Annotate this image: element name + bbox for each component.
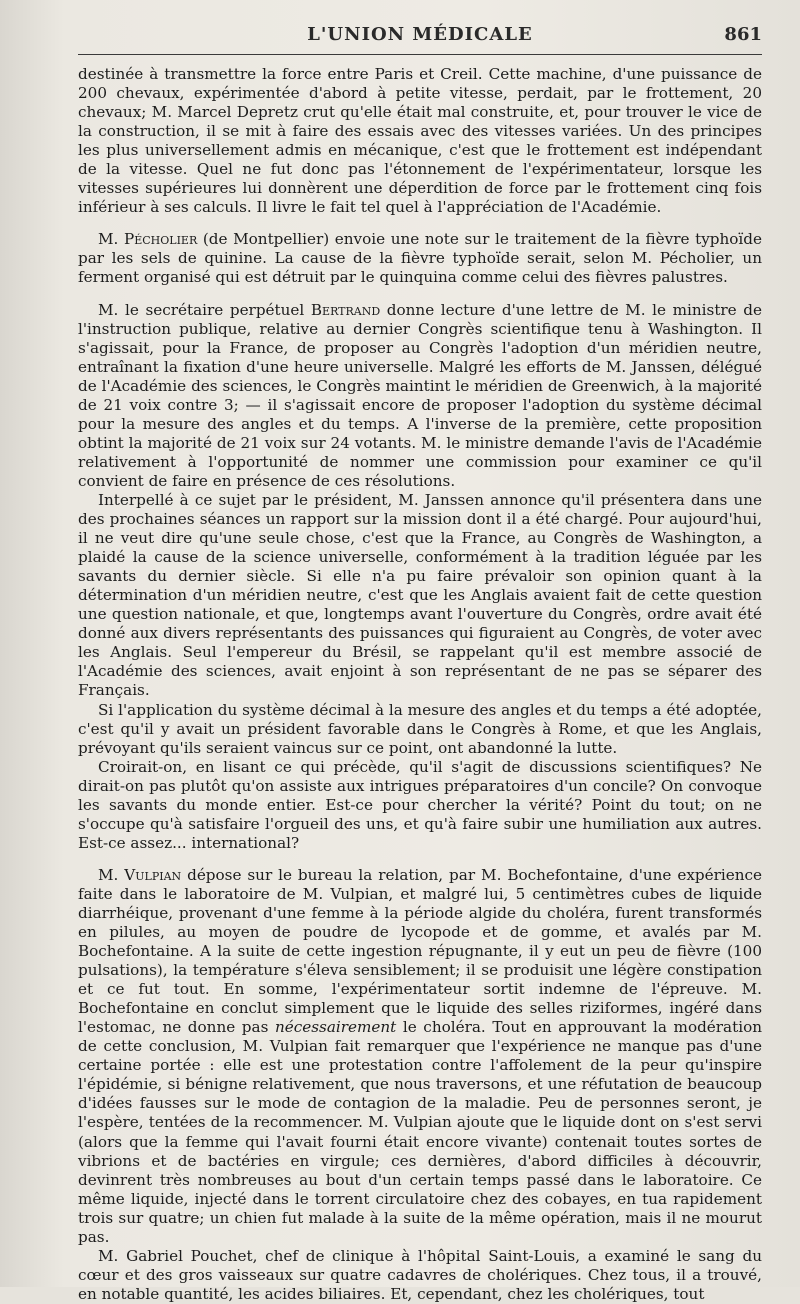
paragraph-text: (de Montpellier) envoie une note sur le traitement de la fièvre typhoïde par les sels de quinine. La cause de la fièvre typhoïde serait, selon M. Pécholier, un ferment organisé qui est détruit par le quinquina comme celui des fièvres palustres. [78,230,762,287]
paragraph-janssen: Interpellé à ce sujet par le président, M. Janssen annonce qu'il présentera dans une des prochaines séances un rapport sur la mission dont il a été chargé. Pour aujourd'hui, il ne veut dire qu'une seule chose, c'est que la France, au Congrès de Washington, a plaidé la cause de la science universelle, conformément à la tradition léguée par les savants du dernier siècle. Si elle n'a pu faire prévaloir son opinion quant à la détermination d'un méridien neutre, c'est que les Anglais avaient fait de cette question une question nationale, et que, longtemps avant l'ouverture du Congrès, ordre avait été donné aux divers représentants des puissances qui figuraient au Congrès, de voter avec les Anglais. Seul l'empereur du Brésil, se rappelant qu'il est membre associé de l'Académie des sciences, avait enjoint à son représentant de ne pas se séparer des Français. [78,490,762,700]
body-text [78,65,762,1304]
paragraph-commentary: Croirait-on, en lisant ce qui précède, qu'il s'agit de discussions scientifiques? Ne dirait-on pas plutôt qu'on assiste aux intrigues préparatoires d'un concile? On convoque les savants du monde entier. Est-ce pour chercher la vérité? Point du tout; on ne s'occupe qu'à satisfaire l'orgueil des uns, et qu'à faire subir une humiliation aux autres. Est-ce assez... international? [78,757,762,852]
paragraph-bertrand [78,301,762,491]
speaker-name: M. Pécholier [98,230,198,249]
page-number: 861 [724,24,762,45]
paragraph-pecholier [78,230,762,287]
paragraph-electric-machine: destinée à transmettre la force entre Paris et Creil. Cette machine, d'une puissance de 200 chevaux, expérimentée d'abord à petite vitesse, perdait, par le frottement, 20 chevaux; M. Marcel Depretz crut qu'elle était mal construite, et, pour trouver le vice de la construction, il se mit à faire des essais avec des vitesses variées. Un des principes les plus universellement admis en mécanique, c'est que le frottement est indépendant de la vitesse. Quel ne fut donc pas l'étonnement de l'expérimentateur, lorsque les vitesses supérieures lui donnèrent une déperdition de force par le frottement cinq fois inférieur à ses calculs. Il livre le fait tel quel à l'appréciation de l'Académie. [78,65,762,217]
paragraph-text: donne lecture d'une lettre de M. le ministre de l'instruction publique, relative au dernier Congrès scientifique tenu à Washington. Il s'agissait, pour la France, de proposer au Congrès l'adoption d'un méridien neutre, entraînant la fixation d'une heure universelle. Malgré les efforts de M. Janssen, délégué de l'Académie des sciences, le Congrès maintint le méridien de Greenwich, à la majorité de 21 voix contre 3; — il s'agissait encore de proposer l'adoption du système décimal pour la mesure des angles et du temps. A l'inverse de la première, cette proposition obtint la majorité de 21 voix sur 24 votants. M. le ministre demande l'avis de l'Académie relativement à l'opportunité de nommer une commission pour examiner ce qu'il convient de faire en présence de ces résolutions. [78,300,762,490]
paragraph-pouchet: M. Gabriel Pouchet, chef de clinique à l'hôpital Saint-Louis, a examiné le sang du cœur et des gros vaisseaux sur quatre cadavres de cholériques. Chez tous, il a trouvé, en notable quantité, les acides biliaires. Et, cependant, chez les cholériques, tout [78,1246,762,1303]
paragraph-text-continued: le choléra. Tout en approuvant la modération de cette conclusion, M. Vulpian fait remarquer que l'expérience ne manque pas d'une certaine portée : elle est une protestation contre l'affolement de la peur qu'inspire l'épidémie, si bénigne relativement, que nous traversons, et une réfutation de beaucoup d'idées fausses sur le mode de contagion de la maladie. Peu de personnes seront, je l'espère, tentées de la recommencer. M. Vulpian ajoute que le liquide dont on s'est servi (alors que la femme qui l'avait fourni était encore vivante) contenait toutes sortes de vibrions et de bactéries en virgule; ces dernières, d'abord difficiles à découvrir, devinrent très nombreuses au bout d'un certain temps passé dans le laboratoire. Ce même liquide, injecté dans le torrent circulatoire chez des cobayes, en tua rapidement trois sur quatre; un chien fut malade à la suite de la même opération, mais il ne mourut pas. [78,1018,762,1246]
emphasis-text: nécessairement [274,1018,397,1037]
running-title: L'UNION MÉDICALE [307,24,533,45]
speaker-name: Bertrand [310,300,381,319]
paragraph-decimal-system: Si l'application du système décimal à la mesure des angles et du temps a été adoptée, c'est qu'il y avait un président favorable dans le Congrès à Rome, et que les Anglais, prévoyant qu'ils seraient vaincus sur ce point, ont abandonné la lutte. [78,700,762,757]
page-header [78,20,762,55]
paragraph-lead: M. le secrétaire perpétuel [98,300,311,319]
speaker-name: M. Vulpian [98,865,182,884]
paragraph-text: dépose sur le bureau la relation, par M. Bochefontaine, d'une expérience faite dans le laboratoire de M. Vulpian, et malgré lui, 5 centimètres cubes de liquide diarrhéique, provenant d'une femme à la période algide du choléra, furent transformés en pilules, au moyen de poudre de lycopode et de gomme, et avalés par M. Bochefontaine. A la suite de cette ingestion répugnante, il y eut un peu de fièvre (100 pulsations), la température s'éleva sensiblement; il se produisit une légère constipation et ce fut tout. En somme, l'expérimentateur sortit indemne de l'épreuve. M. Bochefontaine en conclut simplement que le liquide des selles riziformes, ingéré dans l'estomac, ne donne pas [78,865,762,1037]
paragraph-vulpian [78,866,762,1247]
